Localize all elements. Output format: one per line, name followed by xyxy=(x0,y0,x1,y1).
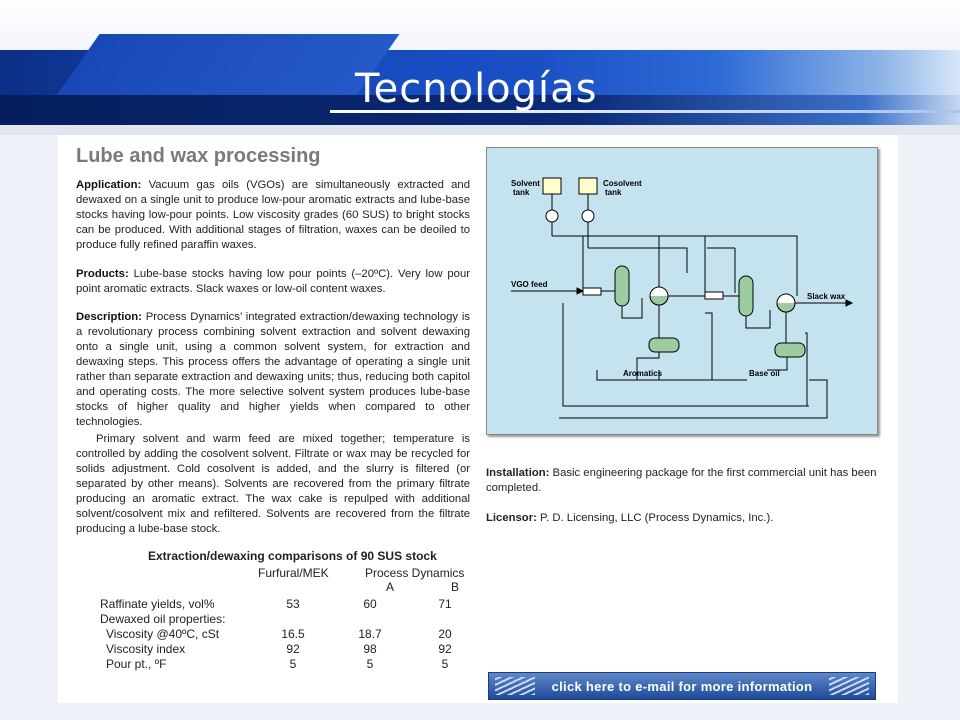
row-value-a: 18.7 xyxy=(358,627,382,641)
cosolvent-tank xyxy=(579,178,597,194)
table-row xyxy=(100,612,480,627)
slide-title: Tecnologías xyxy=(355,66,598,112)
row-value-a: 98 xyxy=(363,642,377,656)
description-label: Description: xyxy=(76,311,142,323)
table-header-furfural: Furfural/MEK xyxy=(258,566,329,580)
stripe-decoration xyxy=(829,677,869,695)
email-button-label: click here to e-mail for more information xyxy=(551,678,813,694)
process-flow-svg xyxy=(487,148,877,434)
process-flow-diagram xyxy=(486,147,878,435)
row-value-b: 20 xyxy=(438,627,452,641)
recovery-drum xyxy=(775,343,805,357)
table-row xyxy=(100,627,480,642)
table-title: Extraction/dewaxing comparisons of 90 SUS stock xyxy=(148,549,437,563)
row-value-furfural: 5 xyxy=(289,657,297,671)
table-header-pd: Process Dynamics xyxy=(365,566,465,580)
row-label: Viscosity index xyxy=(106,642,186,656)
row-value-furfural: 53 xyxy=(286,597,300,611)
mixer-vessel xyxy=(615,266,629,306)
application-label: Application: xyxy=(76,179,142,191)
pump-icon xyxy=(546,210,558,222)
banner-tab xyxy=(50,34,399,104)
products-paragraph xyxy=(76,267,470,297)
installation-paragraph xyxy=(486,466,882,496)
solvent-tank-label-2: tank xyxy=(513,188,530,197)
application-paragraph xyxy=(76,178,470,253)
heat-exchanger xyxy=(583,288,601,295)
row-label: Pour pt., ºF xyxy=(106,657,167,671)
row-value-b: 5 xyxy=(441,657,449,671)
application-text: Vacuum gas oils (VGOs) are simultaneously extracted and dewaxed on a single unit to produce low-pour aromatic extracts and lube-base stocks having low-pour points. Low viscosity grades (60 SUS) to bright stocks can be produced. With additional stages of filtration, waxes can be deoiled to produce fully refined paraffin waxes. xyxy=(76,179,470,251)
mixer-vessel xyxy=(739,276,753,316)
cosolvent-tank-label: Cosolvent xyxy=(603,179,642,188)
stripe-decoration xyxy=(495,677,535,695)
recovery-drum xyxy=(649,338,679,352)
row-label: Raffinate yields, vol% xyxy=(100,597,215,611)
slack-wax-label: Slack wax xyxy=(807,292,846,301)
licensor-paragraph xyxy=(486,511,882,526)
row-value-furfural: 92 xyxy=(286,642,300,656)
licensor-text: P. D. Licensing, LLC (Process Dynamics, Inc.). xyxy=(536,512,774,524)
table-row xyxy=(100,597,480,612)
email-info-button[interactable] xyxy=(488,672,876,700)
heat-exchanger xyxy=(705,292,723,299)
description-paragraph xyxy=(76,310,470,430)
solvent-tank-label: Solvent xyxy=(511,179,540,188)
row-value-a: 5 xyxy=(366,657,374,671)
cosolvent-tank-label-2: tank xyxy=(605,188,622,197)
row-value-a: 60 xyxy=(363,597,377,611)
row-label: Viscosity @40ºC, cSt xyxy=(106,627,220,641)
document-page xyxy=(58,135,898,703)
table-row xyxy=(100,657,480,672)
row-label: Dewaxed oil properties: xyxy=(100,612,226,626)
pump-icon xyxy=(582,210,594,222)
description-text: Process Dynamics’ integrated extraction/dewaxing technology is a revolutionary process combining solvent extraction and solvent dewaxing onto a single unit, using a common solvent system, for extraction and dewaxing steps. This process offers the advantage of operating a single unit rather than separate extraction and dewaxing units; thus, reducing both capitol and operating costs. The more selective solvent system produces lube-base stocks of higher quality and higher yields when compared to other technologies. xyxy=(76,311,470,428)
products-text: Lube-base stocks having low pour points (–20ºC). Very low pour point aromatic extracts. Slack waxes or low-oil content waxes. xyxy=(76,268,470,295)
base-oil-label: Base oil xyxy=(749,369,780,378)
products-label: Products: xyxy=(76,268,129,280)
aromatics-label: Aromatics xyxy=(623,369,663,378)
row-value-furfural: 16.5 xyxy=(281,627,305,641)
description-paragraph-2: Primary solvent and warm feed are mixed together; temperature is controlled by adding the cosolvent solvent. Filtrate or wax may be recycled for solids adjustment. Cold cosolvent is added, and the slurry is filtered (or separated by other means). Solvents are recovered from the primary filtrate producing an aromatic extract. The wax cake is repulped with additional solvent/cosolvent mix and refiltered. Solvents are recovered from the filtrate producing a lube-base stock. xyxy=(76,433,470,535)
row-value-b: 71 xyxy=(438,597,452,611)
document-title: Lube and wax processing xyxy=(76,145,321,167)
table-header-a: A xyxy=(385,580,394,594)
installation-label: Installation: xyxy=(486,467,550,479)
table-row xyxy=(100,642,480,657)
installation-text: Basic engineering package for the first commercial unit has been completed. xyxy=(486,467,877,494)
table-header-b: B xyxy=(450,580,459,594)
licensor-label: Licensor: xyxy=(486,512,537,524)
vgo-feed-label: VGO feed xyxy=(511,280,548,289)
row-value-b: 92 xyxy=(438,642,452,656)
solvent-tank xyxy=(543,178,561,194)
